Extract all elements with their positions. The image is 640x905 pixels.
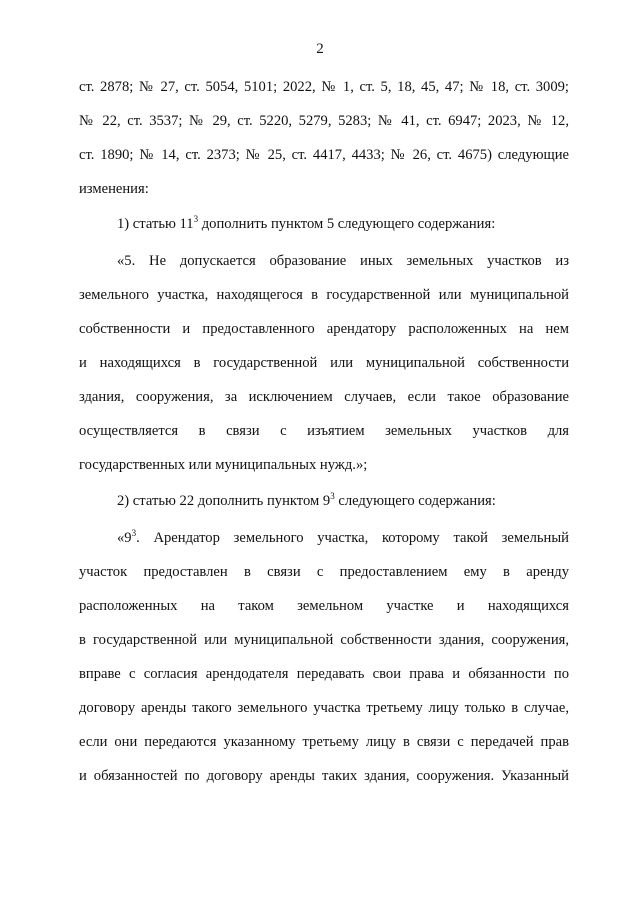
text-line: если они передаются указанному третьему лицу в связи с передачей прав bbox=[79, 734, 569, 750]
text-line: № 22, ст. 3537; № 29, ст. 5220, 5279, 5283; № 41, ст. 6947; 2023, № 12, bbox=[79, 113, 569, 129]
superscript: 3 bbox=[131, 528, 137, 538]
text-line: в государственной или муниципальной собственности здания, сооружения, bbox=[79, 632, 569, 648]
text-segment: 2) статью 22 дополнить пунктом 9 bbox=[117, 493, 331, 509]
text-segment: . Арендатор земельного участка, которому такой земельный bbox=[136, 530, 569, 546]
text-line: и обязанностей по договору аренды таких здания, сооружения. Указанный bbox=[79, 768, 569, 784]
text-line: ст. 2878; № 27, ст. 5054, 5101; 2022, № 1, ст. 5, 18, 45, 47; № 18, ст. 3009; bbox=[79, 79, 569, 95]
text-line: здания, сооружения, за исключением случаев, если такое образование bbox=[79, 389, 569, 405]
text-line: земельного участка, находящегося в государственной или муниципальной bbox=[79, 287, 569, 303]
text-line: участок предоставлен в связи с предоставлением ему в аренду bbox=[79, 564, 569, 580]
text-line: изменения: bbox=[79, 181, 149, 197]
text-line: и находящихся в государственной или муниципальной собственности bbox=[79, 355, 569, 371]
text-line bbox=[79, 521, 569, 555]
superscript: 3 bbox=[330, 491, 335, 501]
page-number: 2 bbox=[316, 41, 324, 57]
text-line: государственных или муниципальных нужд.»; bbox=[79, 457, 368, 473]
text-segment: следующего содержания: bbox=[334, 493, 496, 509]
text-line: ст. 1890; № 14, ст. 2373; № 25, ст. 4417, 4433; № 26, ст. 4675) следующие bbox=[79, 147, 569, 163]
text-line: договору аренды такого земельного участка третьему лицу только в случае, bbox=[79, 700, 569, 716]
text-segment: дополнить пунктом 5 следующего содержания: bbox=[198, 216, 496, 232]
paragraph-continuation bbox=[79, 70, 569, 206]
text-line: расположенных на таком земельном участке и находящихся bbox=[79, 598, 569, 614]
text-line: собственности и предоставленного арендатору расположенных на нем bbox=[79, 321, 569, 337]
text-line bbox=[79, 484, 569, 518]
paragraph-quote-1 bbox=[79, 244, 569, 482]
text-line: осуществляется в связи с изъятием земельных участков для bbox=[79, 423, 569, 439]
text-segment: «9 bbox=[117, 530, 132, 546]
paragraph-item-2 bbox=[79, 484, 569, 518]
text-segment: 1) статью 11 bbox=[117, 216, 194, 232]
paragraph-item-1 bbox=[79, 207, 569, 241]
superscript: 3 bbox=[193, 214, 199, 224]
text-line: вправе с согласия арендодателя передавать свои права и обязанности по bbox=[79, 666, 569, 682]
paragraph-quote-2 bbox=[79, 521, 569, 793]
text-line: «5. Не допускается образование иных земельных участков из bbox=[117, 253, 569, 269]
text-line bbox=[79, 207, 569, 241]
